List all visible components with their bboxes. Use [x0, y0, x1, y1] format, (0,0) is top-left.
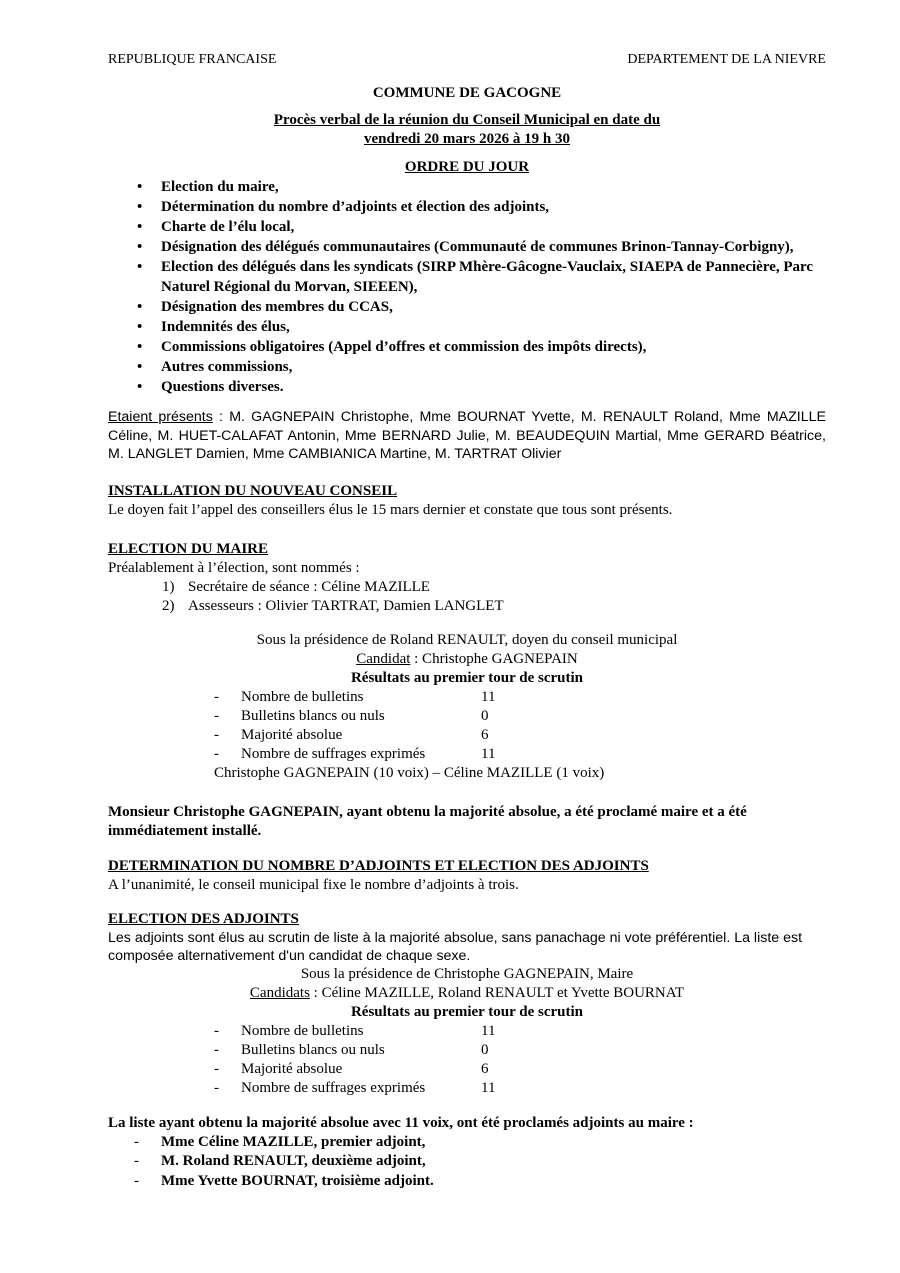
header-left: REPUBLIQUE FRANCAISE	[108, 52, 277, 67]
page-header	[108, 50, 826, 70]
results-label: Majorité absolue	[241, 1060, 343, 1077]
adjoint-text: M. Roland RENAULT, deuxième adjoint,	[161, 1153, 426, 1169]
results-row	[108, 745, 826, 764]
results-dash: -	[214, 745, 219, 762]
pv-title	[108, 111, 826, 149]
results-dash: -	[214, 688, 219, 705]
results-row	[108, 726, 826, 745]
results-dash: -	[214, 1022, 219, 1039]
results-label: Majorité absolue	[241, 726, 343, 743]
results-row	[108, 1079, 826, 1098]
section-title-election-adjoints: ELECTION DES ADJOINTS	[108, 910, 299, 927]
adjoints-list	[108, 1133, 826, 1192]
results-dash: -	[214, 1041, 219, 1058]
nomination-text: Secrétaire de séance : Céline MAZILLE	[188, 578, 430, 595]
adjoint-item	[108, 1152, 826, 1172]
attendees-label: Etaient présents	[108, 409, 213, 425]
results-dash: -	[214, 1079, 219, 1096]
section-installation	[108, 482, 826, 520]
results-dash: -	[214, 1060, 219, 1077]
commune-title: COMMUNE DE GACOGNE	[372, 85, 562, 101]
nomination-item	[108, 597, 826, 617]
agenda-title: ORDRE DU JOUR	[404, 159, 530, 175]
adjoint-dash: -	[134, 1153, 139, 1169]
results-value: 11	[481, 1022, 496, 1039]
results-label: Bulletins blancs ou nuls	[241, 1041, 385, 1058]
results-label: Nombre de suffrages exprimés	[241, 1079, 426, 1096]
voix-line: Christophe GAGNEPAIN (10 voix) – Céline MAZILLE (1 voix)	[214, 764, 605, 781]
results-row	[108, 1041, 826, 1060]
adjoint-dash: -	[134, 1133, 139, 1150]
results-label: Bulletins blancs ou nuls	[241, 707, 385, 724]
agenda-item: • Indemnités des élus,	[108, 317, 826, 337]
agenda-item: • Election des délégués dans les syndicats (SIRP Mhère-Gâcogne-Vauclaix, SIAEPA de Pannecière, Parc Naturel Régional du Morvan, SIEEEN),	[108, 257, 826, 297]
section-election-adjoints	[108, 910, 826, 1192]
determination-text: A l’unanimité, le conseil municipal fixe le nombre d’adjoints à trois.	[108, 876, 519, 893]
nomination-number: 1)	[162, 578, 175, 595]
results-row	[108, 1060, 826, 1079]
section-title-election-maire: ELECTION DU MAIRE	[108, 540, 269, 557]
conclusion-maire: Monsieur Christophe GAGNEPAIN, ayant obtenu la majorité absolue, a été proclamé maire et a été immédiatement installé.	[108, 803, 747, 839]
adjoint-dash: -	[134, 1172, 139, 1189]
candidats-label: Candidats	[249, 984, 310, 1001]
section-election-maire	[108, 540, 826, 841]
results-label: Nombre de suffrages exprimés	[241, 745, 426, 762]
results-dash: -	[214, 707, 219, 724]
attendees-text: : M. GAGNEPAIN Christophe, Mme BOURNAT Yvette, M. RENAULT Roland, Mme MAZILLE Céline, M. HUET-CALAFAT Antonin, Mme BERNARD Julie, M. BEAUDEQUIN Martial, Mme GERARD Béatrice, M. LANGLET Damien, Mme CAMBIANICA Martine, M. TARTRAT Olivier	[108, 409, 826, 462]
installation-text: Le doyen fait l’appel des conseillers élus le 15 mars dernier et constate que tous sont présents.	[108, 501, 673, 518]
adjoint-text: Mme Yvette BOURNAT, troisième adjoint.	[161, 1172, 434, 1189]
attendees-paragraph	[108, 408, 826, 464]
agenda-item: • Charte de l’élu local,	[108, 217, 826, 237]
results-title-maire: Résultats au premier tour de scrutin	[350, 669, 584, 686]
document-page	[108, 50, 826, 1191]
adjoint-text: Mme Céline MAZILLE, premier adjoint,	[161, 1133, 426, 1150]
election-maire-intro: Préalablement à l’élection, sont nommés :	[108, 559, 360, 576]
nomination-item	[108, 578, 826, 598]
nomination-text: Assesseurs : Olivier TARTRAT, Damien LANGLET	[188, 598, 504, 614]
conclusion-adjoints: La liste ayant obtenu la majorité absolue avec 11 voix, ont été proclamés adjoints au maire :	[108, 1114, 694, 1131]
results-table-maire	[108, 688, 826, 764]
pv-title-line2: vendredi 20 mars 2026 à 19 h 30	[364, 131, 570, 147]
results-value: 11	[481, 1079, 496, 1096]
header-right: DEPARTEMENT DE LA NIEVRE	[627, 52, 826, 67]
presidence-maire: Sous la présidence de Roland RENAULT, doyen du conseil municipal	[256, 631, 678, 648]
agenda-item: • Questions diverses.	[108, 377, 826, 397]
agenda-item: • Détermination du nombre d’adjoints et élection des adjoints,	[108, 197, 826, 217]
candidat-text: : Christophe GAGNEPAIN	[410, 650, 578, 667]
results-row	[108, 688, 826, 707]
results-value: 0	[481, 1041, 489, 1058]
agenda-list	[108, 177, 826, 397]
adjoint-item	[108, 1172, 826, 1192]
results-label: Nombre de bulletins	[241, 688, 364, 705]
candidats-line	[108, 984, 826, 1003]
results-dash: -	[214, 726, 219, 743]
results-value: 11	[481, 688, 496, 705]
section-title-determination: DETERMINATION DU NOMBRE D’ADJOINTS ET ELECTION DES ADJOINTS	[108, 857, 649, 874]
agenda-item: • Election du maire,	[108, 177, 826, 197]
nominations-list	[108, 578, 826, 617]
agenda-item: • Désignation des membres du CCAS,	[108, 297, 826, 317]
section-title-installation: INSTALLATION DU NOUVEAU CONSEIL	[108, 482, 398, 499]
results-table-adjoints	[108, 1022, 826, 1098]
candidat-label: Candidat	[356, 650, 411, 667]
agenda-item: • Autres commissions,	[108, 357, 826, 377]
results-row	[108, 1022, 826, 1041]
results-value: 6	[481, 1060, 489, 1077]
section-determination	[108, 857, 826, 895]
results-value: 6	[481, 726, 489, 743]
results-label: Nombre de bulletins	[241, 1022, 364, 1039]
results-row	[108, 707, 826, 726]
results-value: 0	[481, 707, 489, 724]
candidats-text: : Céline MAZILLE, Roland RENAULT et Yvette BOURNAT	[309, 984, 685, 1001]
candidat-line	[108, 650, 826, 669]
nomination-number: 2)	[162, 598, 175, 614]
agenda-item: • Désignation des délégués communautaires (Communauté de communes Brinon-Tannay-Corbigny),	[108, 237, 826, 257]
adjoint-item	[108, 1133, 826, 1153]
presidence-adjoints: Sous la présidence de Christophe GAGNEPAIN, Maire	[300, 965, 634, 982]
election-adjoints-text: Les adjoints sont élus au scrutin de liste à la majorité absolue, sans panachage ni vote préférentiel. La liste est composée alternativement d'un candidat de chaque sexe.	[108, 929, 803, 964]
pv-title-line1: Procès verbal de la réunion du Conseil Municipal en date du	[273, 112, 661, 128]
results-value: 11	[481, 745, 496, 762]
agenda-item: • Commissions obligatoires (Appel d’offres et commission des impôts directs),	[108, 337, 826, 357]
results-title-adjoints: Résultats au premier tour de scrutin	[350, 1003, 584, 1020]
